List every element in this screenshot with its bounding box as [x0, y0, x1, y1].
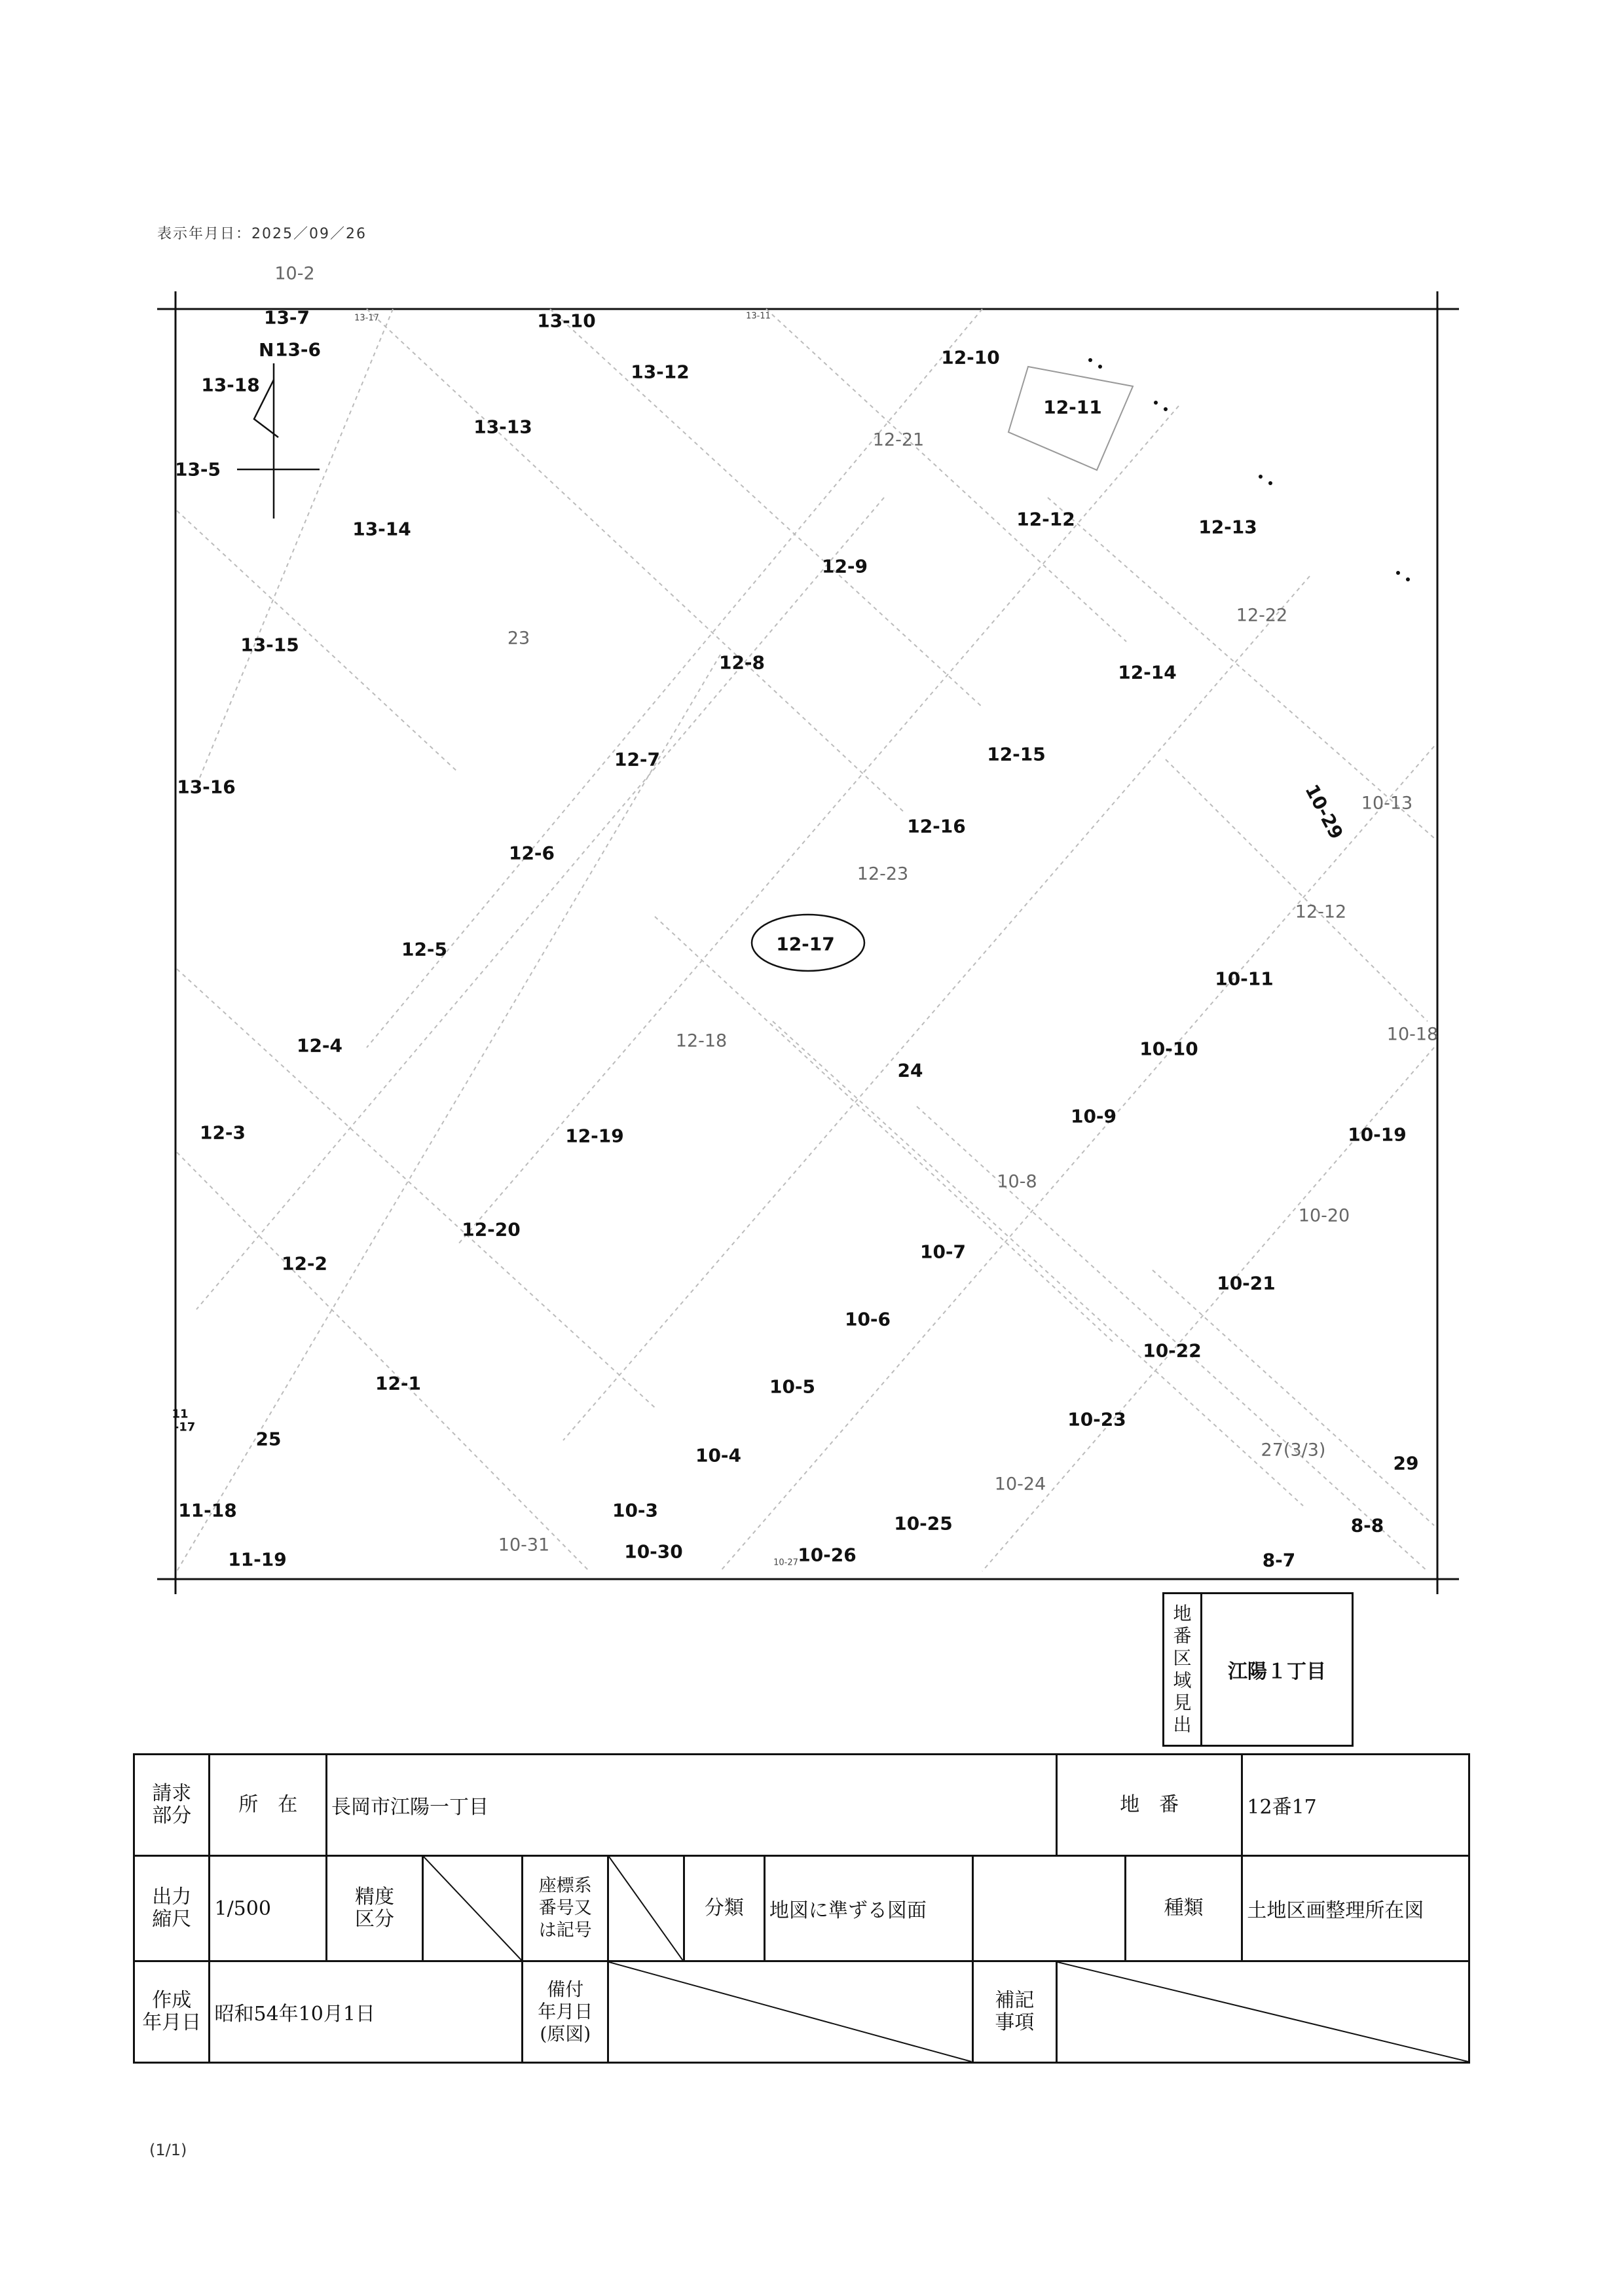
notes-value-empty [1056, 1961, 1469, 2063]
parcel-label: 24 [897, 1059, 923, 1082]
parcel-label: 10-20 [1298, 1205, 1350, 1226]
parcel-label: 12-12 [1016, 508, 1075, 530]
parcel-label: 29 [1393, 1452, 1419, 1474]
parcel-label: 12-9 [821, 555, 868, 577]
parcel-label: 12-4 [296, 1034, 343, 1057]
parcel-label: 12-5 [401, 938, 448, 960]
parcel-label: 10-24 [994, 1474, 1046, 1495]
coord-value-empty [608, 1856, 684, 1961]
district-label [1164, 1594, 1202, 1745]
parcel-label: 8-8 [1350, 1514, 1384, 1537]
parcel-label: 10-3 [612, 1499, 659, 1522]
parcel-label: 13-10 [537, 310, 596, 332]
parcel-label: 10-2 [274, 263, 315, 284]
parcel-label: 11-18 [178, 1499, 237, 1522]
parcel-label: 25 [255, 1428, 282, 1450]
parcel-label: 11 [172, 1407, 189, 1421]
parcel-label: 12-14 [1118, 661, 1177, 683]
parcel-label: 12-15 [987, 743, 1046, 765]
parcel-label: 13-13 [473, 416, 532, 438]
parcel-label: 13-17 [354, 313, 379, 323]
parcel-label: 10-31 [498, 1535, 550, 1556]
page-number: (1/1) [149, 2141, 187, 2159]
parcel-label: 10-5 [769, 1376, 816, 1398]
parcel-label: 12-7 [614, 748, 661, 771]
parcel-label: 12-13 [1198, 516, 1257, 538]
parcel-label: 12-22 [1236, 605, 1288, 626]
parcel-label: 12-19 [565, 1125, 624, 1147]
parcel-label: 10-11 [1215, 968, 1274, 990]
parcel-label: 12-16 [907, 815, 966, 837]
created-label: 作成 年月日 [134, 1961, 210, 2063]
parcel-label: -17 [174, 1420, 196, 1434]
parcel-label: 10-29 [1301, 780, 1348, 843]
parcel-label: 13-16 [177, 776, 236, 798]
parcel-label: 13-6 [274, 338, 322, 361]
parcel-label: 12-8 [718, 651, 766, 674]
parcel-label: 10-25 [894, 1512, 953, 1535]
district-value: 江陽１丁目 [1228, 1660, 1326, 1683]
parcel-label: 12-6 [508, 842, 555, 864]
coord-label: 座標系 番号又 は記号 [523, 1856, 608, 1961]
parcel-label: 12-10 [941, 346, 1000, 369]
parcel-label: 10-26 [798, 1544, 857, 1566]
parcel-label: 13-15 [240, 634, 299, 656]
district-label-char: 地 [1173, 1603, 1192, 1624]
parcel-label: 12-12 [1295, 902, 1347, 922]
parcel-label: 12-21 [872, 429, 925, 450]
parcel-label: 10-13 [1361, 793, 1413, 814]
parcel-label: 10-27 [773, 1558, 798, 1568]
scale-label: 出力 縮尺 [134, 1856, 210, 1961]
parcel-label: 10-4 [695, 1444, 742, 1467]
parcel-label: 10-6 [844, 1308, 891, 1330]
district-box [1162, 1592, 1354, 1747]
parcel-label: 10-18 [1386, 1024, 1439, 1045]
parcel-label: 12-2 [281, 1252, 328, 1275]
prepared-label: 備付 年月日 (原図) [523, 1961, 608, 2063]
lot-number-value: 12番17 [1242, 1755, 1469, 1856]
district-label-char: 出 [1173, 1714, 1192, 1736]
north-label: N [259, 339, 274, 361]
location-label: 所 在 [210, 1755, 326, 1856]
created-value: 昭和54年10月1日 [210, 1961, 523, 2063]
parcel-label-target: 12-17 [776, 933, 835, 955]
parcel-label: 8-7 [1262, 1549, 1296, 1571]
parcel-label: 13-7 [263, 306, 310, 329]
parcel-label: 10-10 [1139, 1038, 1198, 1060]
category-label: 分類 [685, 1857, 766, 1960]
district-label-char: 見 [1173, 1692, 1192, 1713]
parcel-label: 13-11 [746, 311, 771, 321]
parcel-label: 13-18 [201, 374, 260, 396]
parcel-label: 12-11 [1043, 396, 1102, 418]
parcel-label: 10-8 [997, 1171, 1037, 1192]
parcel-label: 10-30 [624, 1540, 683, 1563]
precision-label: 精度 区分 [326, 1856, 422, 1961]
type-value: 土地区画整理所在図 [1242, 1856, 1469, 1961]
district-label-char: 番 [1173, 1625, 1192, 1647]
parcel-label: 13-5 [174, 458, 221, 481]
location-value: 長岡市江陽一丁目 [326, 1755, 1056, 1856]
parcel-label: 12-1 [375, 1372, 422, 1394]
parcel-label: 12-18 [675, 1030, 728, 1051]
precision-value-empty [422, 1856, 522, 1961]
prepared-value-empty [608, 1961, 972, 2063]
scale-value: 1/500 [210, 1856, 326, 1961]
parcel-label: 13-14 [352, 518, 411, 540]
parcel-label: 13-12 [631, 361, 690, 383]
parcel-label: 10-22 [1143, 1339, 1202, 1362]
parcel-label: 10-19 [1348, 1123, 1407, 1146]
parcel-label: 27(3/3) [1261, 1440, 1326, 1461]
district-label-char: 区 [1173, 1647, 1192, 1669]
category-cell [684, 1856, 972, 1961]
parcel-label: 12-20 [462, 1218, 521, 1241]
parcel-label: 11-19 [228, 1548, 287, 1571]
category-value: 地図に準ずる図面 [769, 1899, 927, 1922]
parcel-label: 12-23 [857, 864, 909, 884]
parcel-label: 10-9 [1070, 1105, 1117, 1127]
type-label: 種類 [1125, 1856, 1242, 1961]
district-label-char: 域 [1173, 1669, 1192, 1691]
parcel-label: 10-21 [1217, 1272, 1276, 1294]
lot-number-label: 地 番 [1056, 1755, 1242, 1856]
info-table [133, 1753, 1470, 2064]
parcel-label: 10-23 [1067, 1408, 1126, 1430]
category-value-cont [972, 1856, 1125, 1961]
parcel-label: 12-3 [199, 1121, 246, 1144]
request-label: 請求 部分 [134, 1755, 210, 1856]
parcel-label: 10-7 [919, 1241, 967, 1263]
display-date: 表示年月日：2025／09／26 [157, 226, 367, 242]
parcel-label: 23 [507, 628, 530, 649]
notes-label: 補記 事項 [972, 1961, 1056, 2063]
